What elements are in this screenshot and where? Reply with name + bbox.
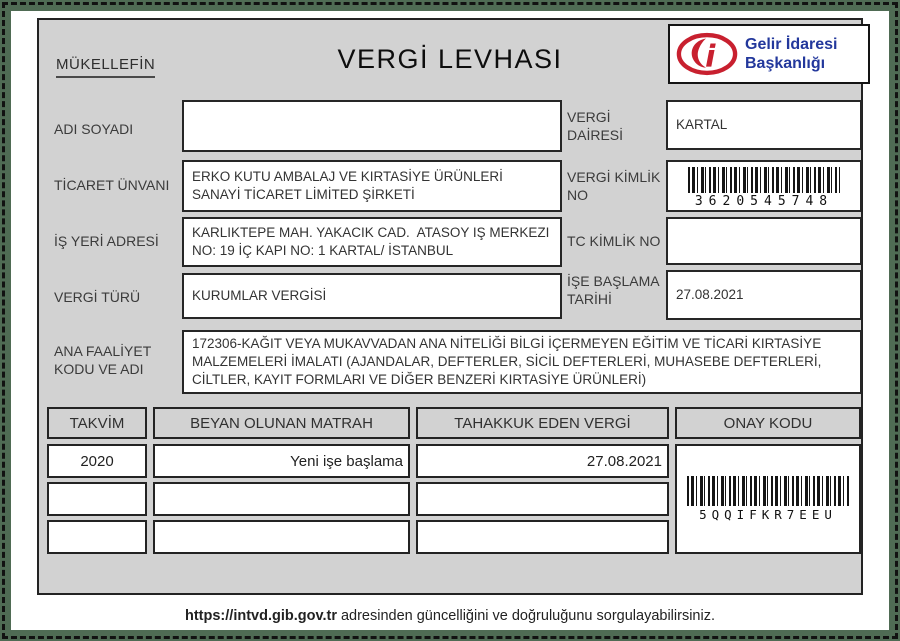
value-ise-baslama-tarihi-text: 27.08.2021 [676,286,744,302]
table-cell-matrah-2 [153,482,410,516]
value-ana-faaliyet-text: 172306-KAĞIT VEYA MUKAVVADAN ANA NİTELİĞİ BİLGİ İÇERMEYEN EĞİTİM VE TİCARİ KIRTASİYE MALZEMELERİ İMALATI (AJANDALAR, DEFTERLER, SİCİL DEFTERLERİ, MUHASEBE DEFTERLERİ, CİLTLER, KAYIT FORMLARI VE DİĞER BENZERİ KIRTASİYE ÜRÜNLERİ) [192,335,826,388]
table-header-vergi: TAHAKKUK EDEN VERGİ [416,407,669,439]
tax-plate-panel [37,18,863,595]
value-vergi-turu-text: KURUMLAR VERGİSİ [192,287,327,303]
agency-name-line1: Gelir İdaresi [745,35,838,53]
label-adi-soyadi: ADI SOYADI [54,121,134,137]
onay-kodu-text: 5QQIFKR7EEU [699,507,837,522]
table-cell-vergi-3 [416,520,669,554]
value-vergi-kimlik-no [666,160,862,212]
table-cell-matrah-1: Yeni işe başlama [153,444,410,478]
table-cell-vergi-2 [416,482,669,516]
agency-name-line2: Başkanlığı [745,55,826,72]
vergi-kimlik-no-digits: 3620545748 [694,194,834,209]
document-inner [11,11,889,630]
onay-kodu-cell [675,444,861,554]
value-ticaret-unvani [182,160,562,212]
label-is-yeri-adresi: İŞ YERİ ADRESİ [54,233,159,249]
table-cell-matrah-3 [153,520,410,554]
label-ise-baslama-tarihi: İŞE BAŞLAMA TARİHİ [567,273,659,308]
table-cell-takvim-2 [47,482,147,516]
section-heading-mukellefin: MÜKELLEFİN [56,56,155,78]
value-ise-baslama-tarihi [666,270,862,320]
footer-url: https://intvd.gib.gov.tr [185,608,337,624]
label-vergi-dairesi: VERGİ DAİRESİ [567,109,624,144]
onay-kodu-barcode-icon [687,476,849,506]
label-vergi-kimlik-no: VERGİ KİMLİK NO [567,169,661,204]
gib-logo [668,24,870,84]
table-cell-takvim-3 [47,520,147,554]
vergi-kimlik-barcode-icon [688,167,840,193]
footer-text: adresinden güncelliğini ve doğruluğunu sorgulayabilirsiniz. [340,608,715,624]
value-vergi-dairesi [666,100,862,150]
value-ana-faaliyet [182,330,862,394]
table-header-matrah: BEYAN OLUNAN MATRAH [153,407,410,439]
agency-name [745,35,838,73]
footer-note [11,601,889,631]
table-header-onay-kodu: ONAY KODU [675,407,861,439]
value-adi-soyadi [182,100,562,152]
label-vergi-turu: VERGİ TÜRÜ [54,289,141,305]
svg-text:i: i [705,39,716,75]
value-vergi-turu [182,273,562,319]
value-is-yeri-adresi [182,217,562,267]
value-tc-kimlik-no [666,217,862,265]
table-header-takvim: TAKVİM [47,407,147,439]
table-cell-takvim-1: 2020 [47,444,147,478]
table-cell-vergi-1: 27.08.2021 [416,444,669,478]
value-vergi-dairesi-text: KARTAL [676,116,728,132]
label-ana-faaliyet: ANA FAALİYET KODU VE ADI [54,343,152,378]
gib-logo-icon [676,31,738,77]
value-ticaret-unvani-text: ERKO KUTU AMBALAJ VE KIRTASİYE ÜRÜNLERİ SANAYİ TİCARET LİMİTED ŞİRKETİ [192,168,507,202]
page-title: VERGİ LEVHASI [337,44,563,74]
label-tc-kimlik-no: TC KİMLİK NO [567,233,661,249]
value-is-yeri-adresi-text: KARLIKTEPE MAH. YAKACIK CAD. ATASOY IŞ MERKEZI NO: 19 İÇ KAPI NO: 1 KARTAL/ İSTANBUL [192,224,554,258]
label-ticaret-unvani: TİCARET ÜNVANI [54,177,170,193]
